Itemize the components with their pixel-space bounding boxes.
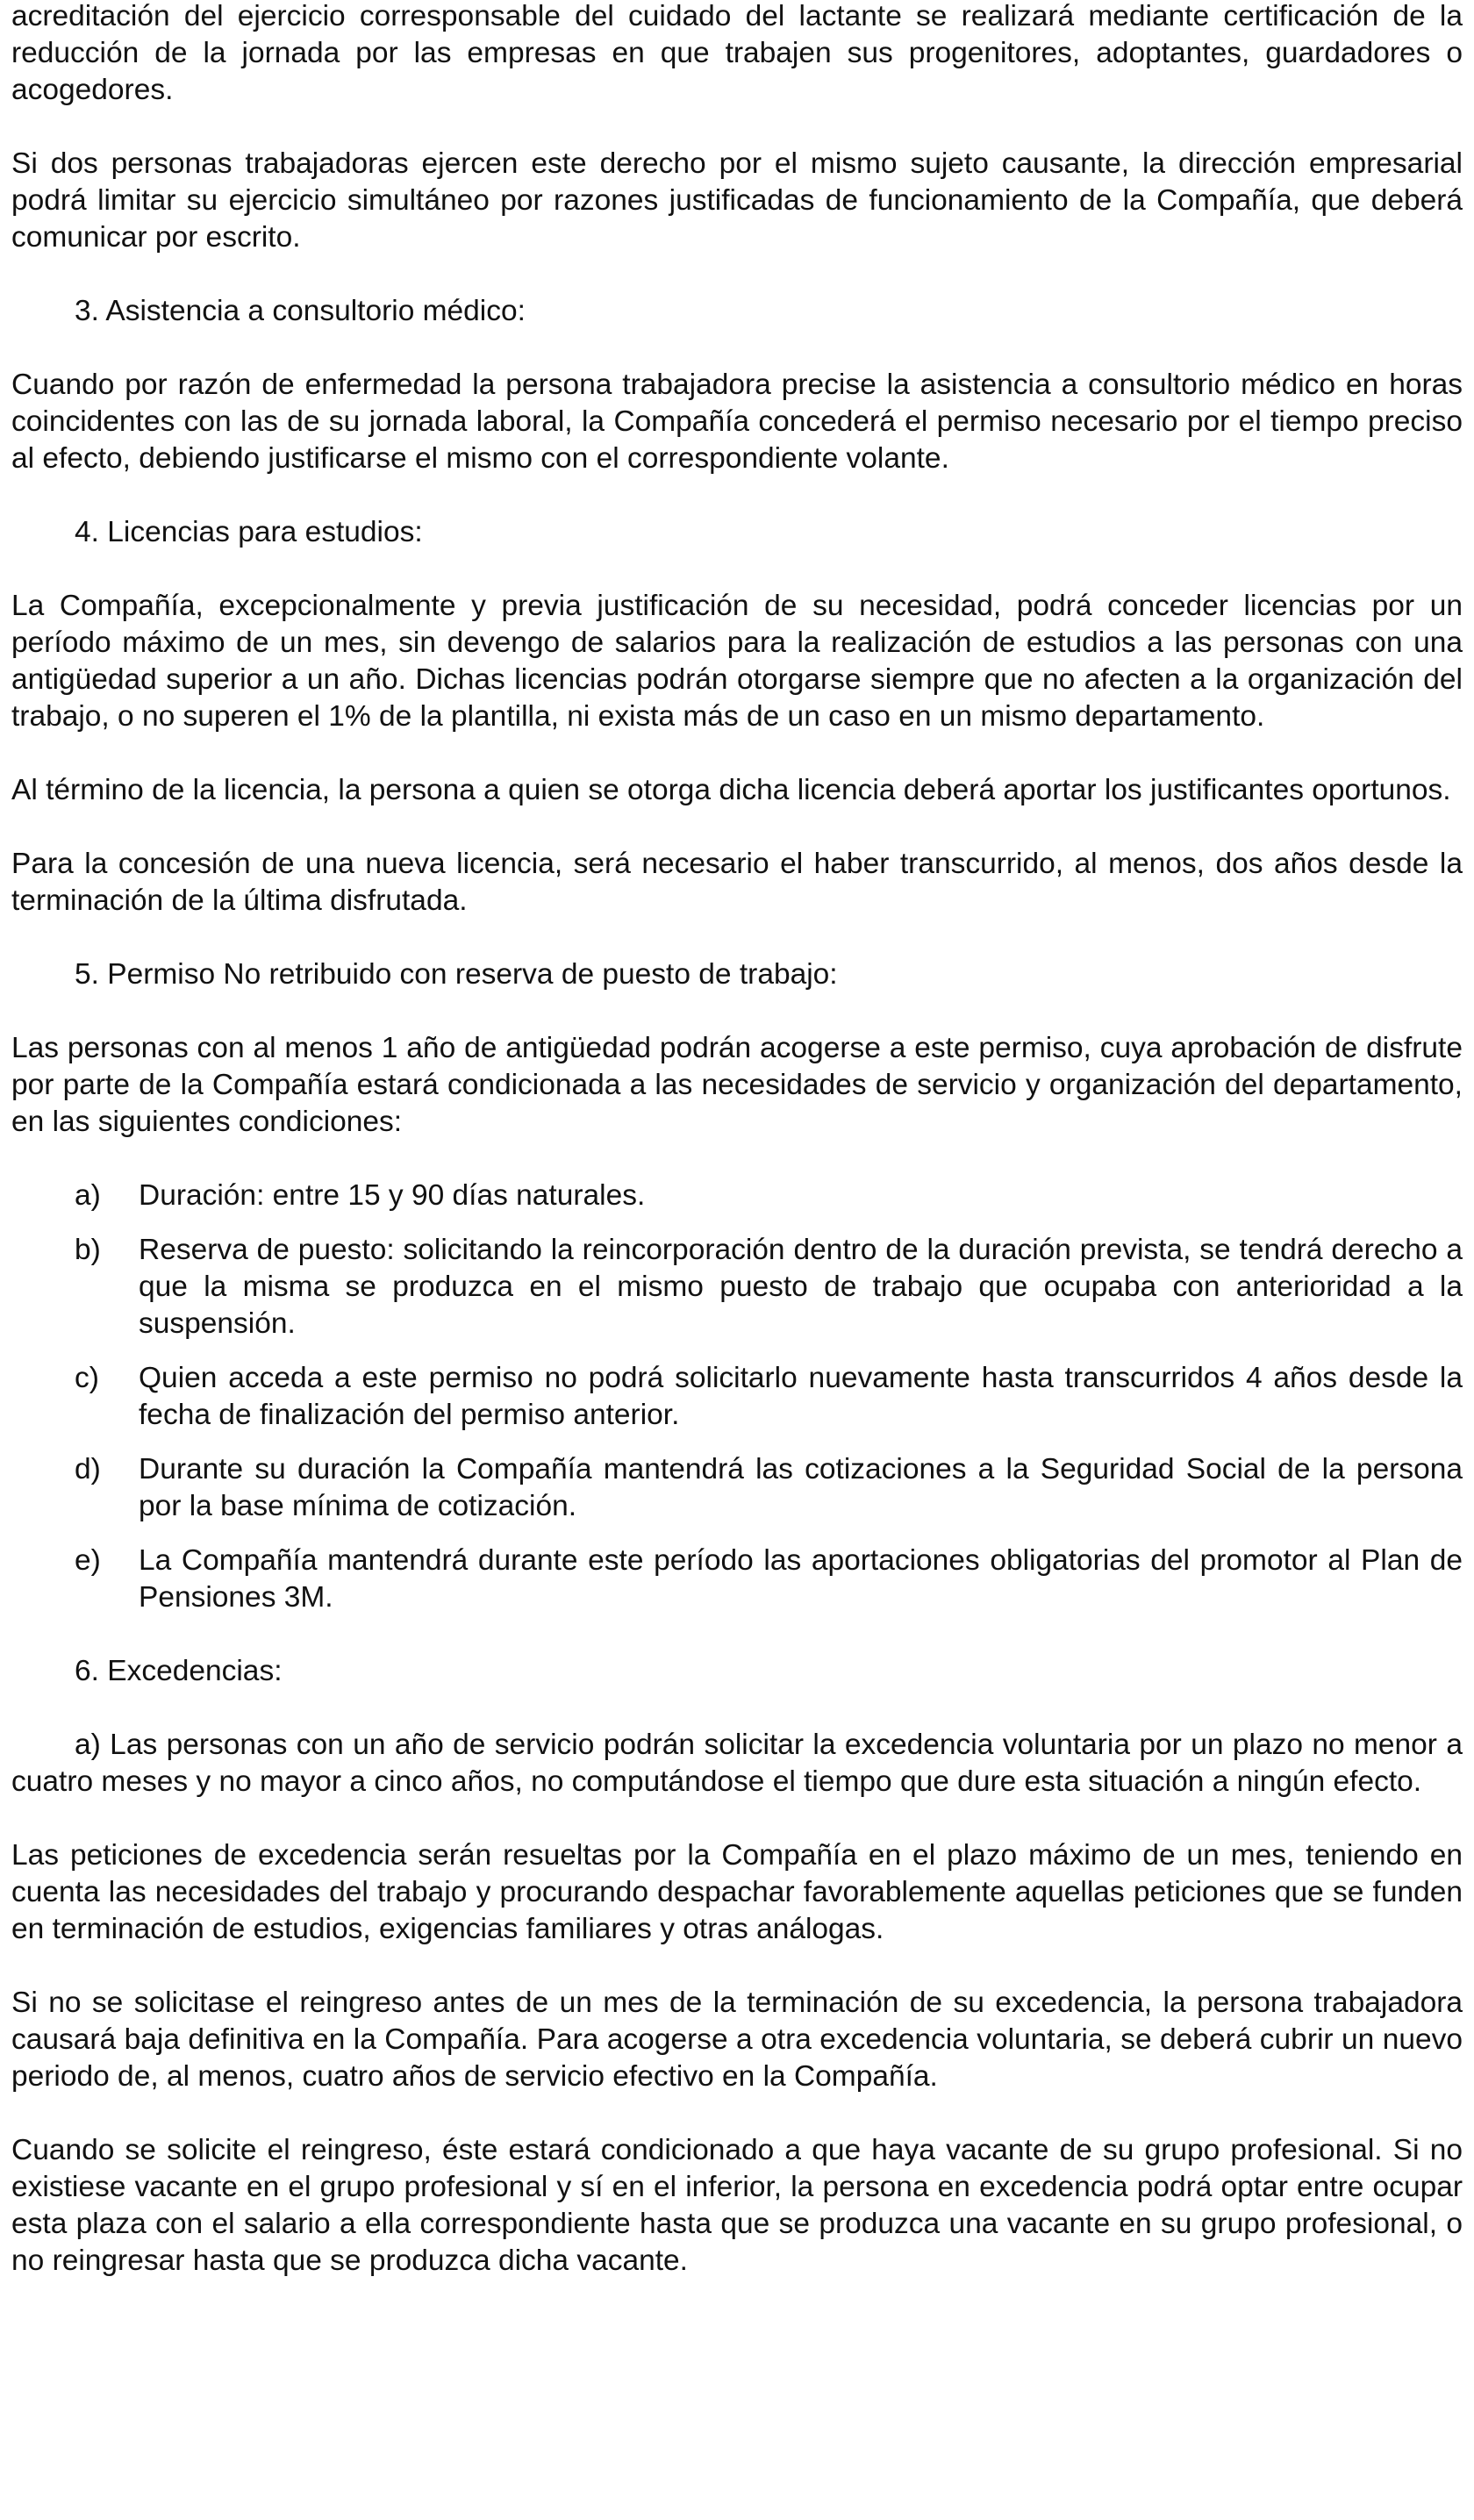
list-item-text: Duración: entre 15 y 90 días naturales.	[139, 1179, 646, 1212]
list-item	[11, 1543, 1463, 1616]
paragraph-reentry-vacancy: Cuando se solicite el reingreso, éste estará condicionado a que haya vacante de su grupo profesional. Si no existiese vacante en el grupo profesional y sí en el inferior, la persona en excedencia podrá optar entre ocupar esta plaza con el salario a ella correspondiente hasta que se produzca una vacante en su grupo profesional, o no reingresar hasta que se produzca dicha vacante.	[11, 2134, 1463, 2277]
unpaid-leave-conditions-list	[11, 1178, 1463, 1616]
section-heading-medical-visit: 3. Asistencia a consultorio médico:	[75, 295, 526, 327]
paragraph-study-leave-justification: Al término de la licencia, la persona a quien se otorga dicha licencia deberá aportar los justificantes oportunos.	[11, 774, 1451, 806]
list-item-text: Durante su duración la Compañía mantendrá las cotizaciones a la Seguridad Social de la persona por la base mínima de cotización.	[139, 1453, 1463, 1522]
paragraph-medical-visit: Cuando por razón de enfermedad la persona trabajadora precise la asistencia a consultorio médico en horas coincidentes con las de su jornada laboral, la Compañía concederá el permiso necesario por el tiempo preciso al efecto, debiendo justificarse el mismo con el correspondiente volante.	[11, 369, 1463, 475]
section-heading-unpaid-leave: 5. Permiso No retribuido con reserva de puesto de trabajo:	[75, 958, 838, 991]
paragraph-leave-requests: Las peticiones de excedencia serán resueltas por la Compañía en el plazo máximo de un mes, teniendo en cuenta las necesidades del trabajo y procurando despachar favorablemente aquellas peticiones que se funden en terminación de estudios, exigencias familiares y otras análogas.	[11, 1839, 1463, 1945]
list-item-label: c)	[75, 1362, 99, 1394]
list-item	[11, 1451, 1463, 1525]
paragraph-unpaid-leave: Las personas con al menos 1 año de antigüedad podrán acogerse a este permiso, cuya aprobación de disfrute por parte de la Compañía estará condicionada a las necesidades de servicio y organización del departamento, en las siguientes condiciones:	[11, 1032, 1463, 1138]
list-item	[11, 1178, 1463, 1214]
list-item	[11, 1232, 1463, 1342]
list-item-label: b)	[75, 1234, 101, 1266]
list-item-text: Quien acceda a este permiso no podrá solicitarlo nuevamente hasta transcurridos 4 años desde la fecha de finalización del permiso anterior.	[139, 1362, 1463, 1431]
paragraph-new-study-leave: Para la concesión de una nueva licencia, será necesario el haber transcurrido, al menos, dos años desde la terminación de la última disfrutada.	[11, 848, 1463, 917]
section-heading-leave-of-absence: 6. Excedencias:	[75, 1655, 283, 1687]
list-item	[11, 1360, 1463, 1434]
list-item-text: La Compañía mantendrá durante este período las aportaciones obligatorias del promotor al Plan de Pensiones 3M.	[139, 1544, 1463, 1614]
section-heading-study-leave: 4. Licencias para estudios:	[75, 516, 423, 548]
list-item-text: Reserva de puesto: solicitando la reincorporación dentro de la duración prevista, se tendrá derecho a que la misma se produzca en el mismo puesto de trabajo que ocupaba con anterioridad a la suspensión.	[139, 1234, 1463, 1340]
paragraph-voluntary-leave: a) Las personas con un año de servicio podrán solicitar la excedencia voluntaria por un plazo no menor a cuatro meses y no mayor a cinco años, no computándose el tiempo que dure esta situación a ningún efecto.	[11, 1729, 1463, 1798]
document-page	[11, 0, 1463, 2520]
list-item-label: a)	[75, 1179, 101, 1212]
paragraph-study-leave: La Compañía, excepcionalmente y previa justificación de su necesidad, podrá conceder licencias por un período máximo de un mes, sin devengo de salarios para la realización de estudios a las personas con una antigüedad superior a un año. Dichas licencias podrán otorgarse siempre que no afecten a la organización del trabajo, o no superen el 1% de la plantilla, ni exista más de un caso en un mismo departamento.	[11, 590, 1463, 733]
paragraph-simultaneous-exercise: Si dos personas trabajadoras ejercen este derecho por el mismo sujeto causante, la dirección empresarial podrá limitar su ejercicio simultáneo por razones justificadas de funcionamiento de la Compañía, que deberá comunicar por escrito.	[11, 147, 1463, 254]
paragraph-reentry-deadline: Si no se solicitase el reingreso antes de un mes de la terminación de su excedencia, la persona trabajadora causará baja definitiva en la Compañía. Para acogerse a otra excedencia voluntaria, se deberá cubrir un nuevo periodo de, al menos, cuatro años de servicio efectivo en la Compañía.	[11, 1987, 1463, 2093]
list-item-label: e)	[75, 1544, 101, 1577]
list-item-label: d)	[75, 1453, 101, 1486]
paragraph-lactante-certification: acreditación del ejercicio corresponsable del cuidado del lactante se realizará mediante certificación de la reducción de la jornada por las empresas en que trabajen sus progenitores, adoptantes, guardadores o acogedores.	[11, 0, 1463, 106]
